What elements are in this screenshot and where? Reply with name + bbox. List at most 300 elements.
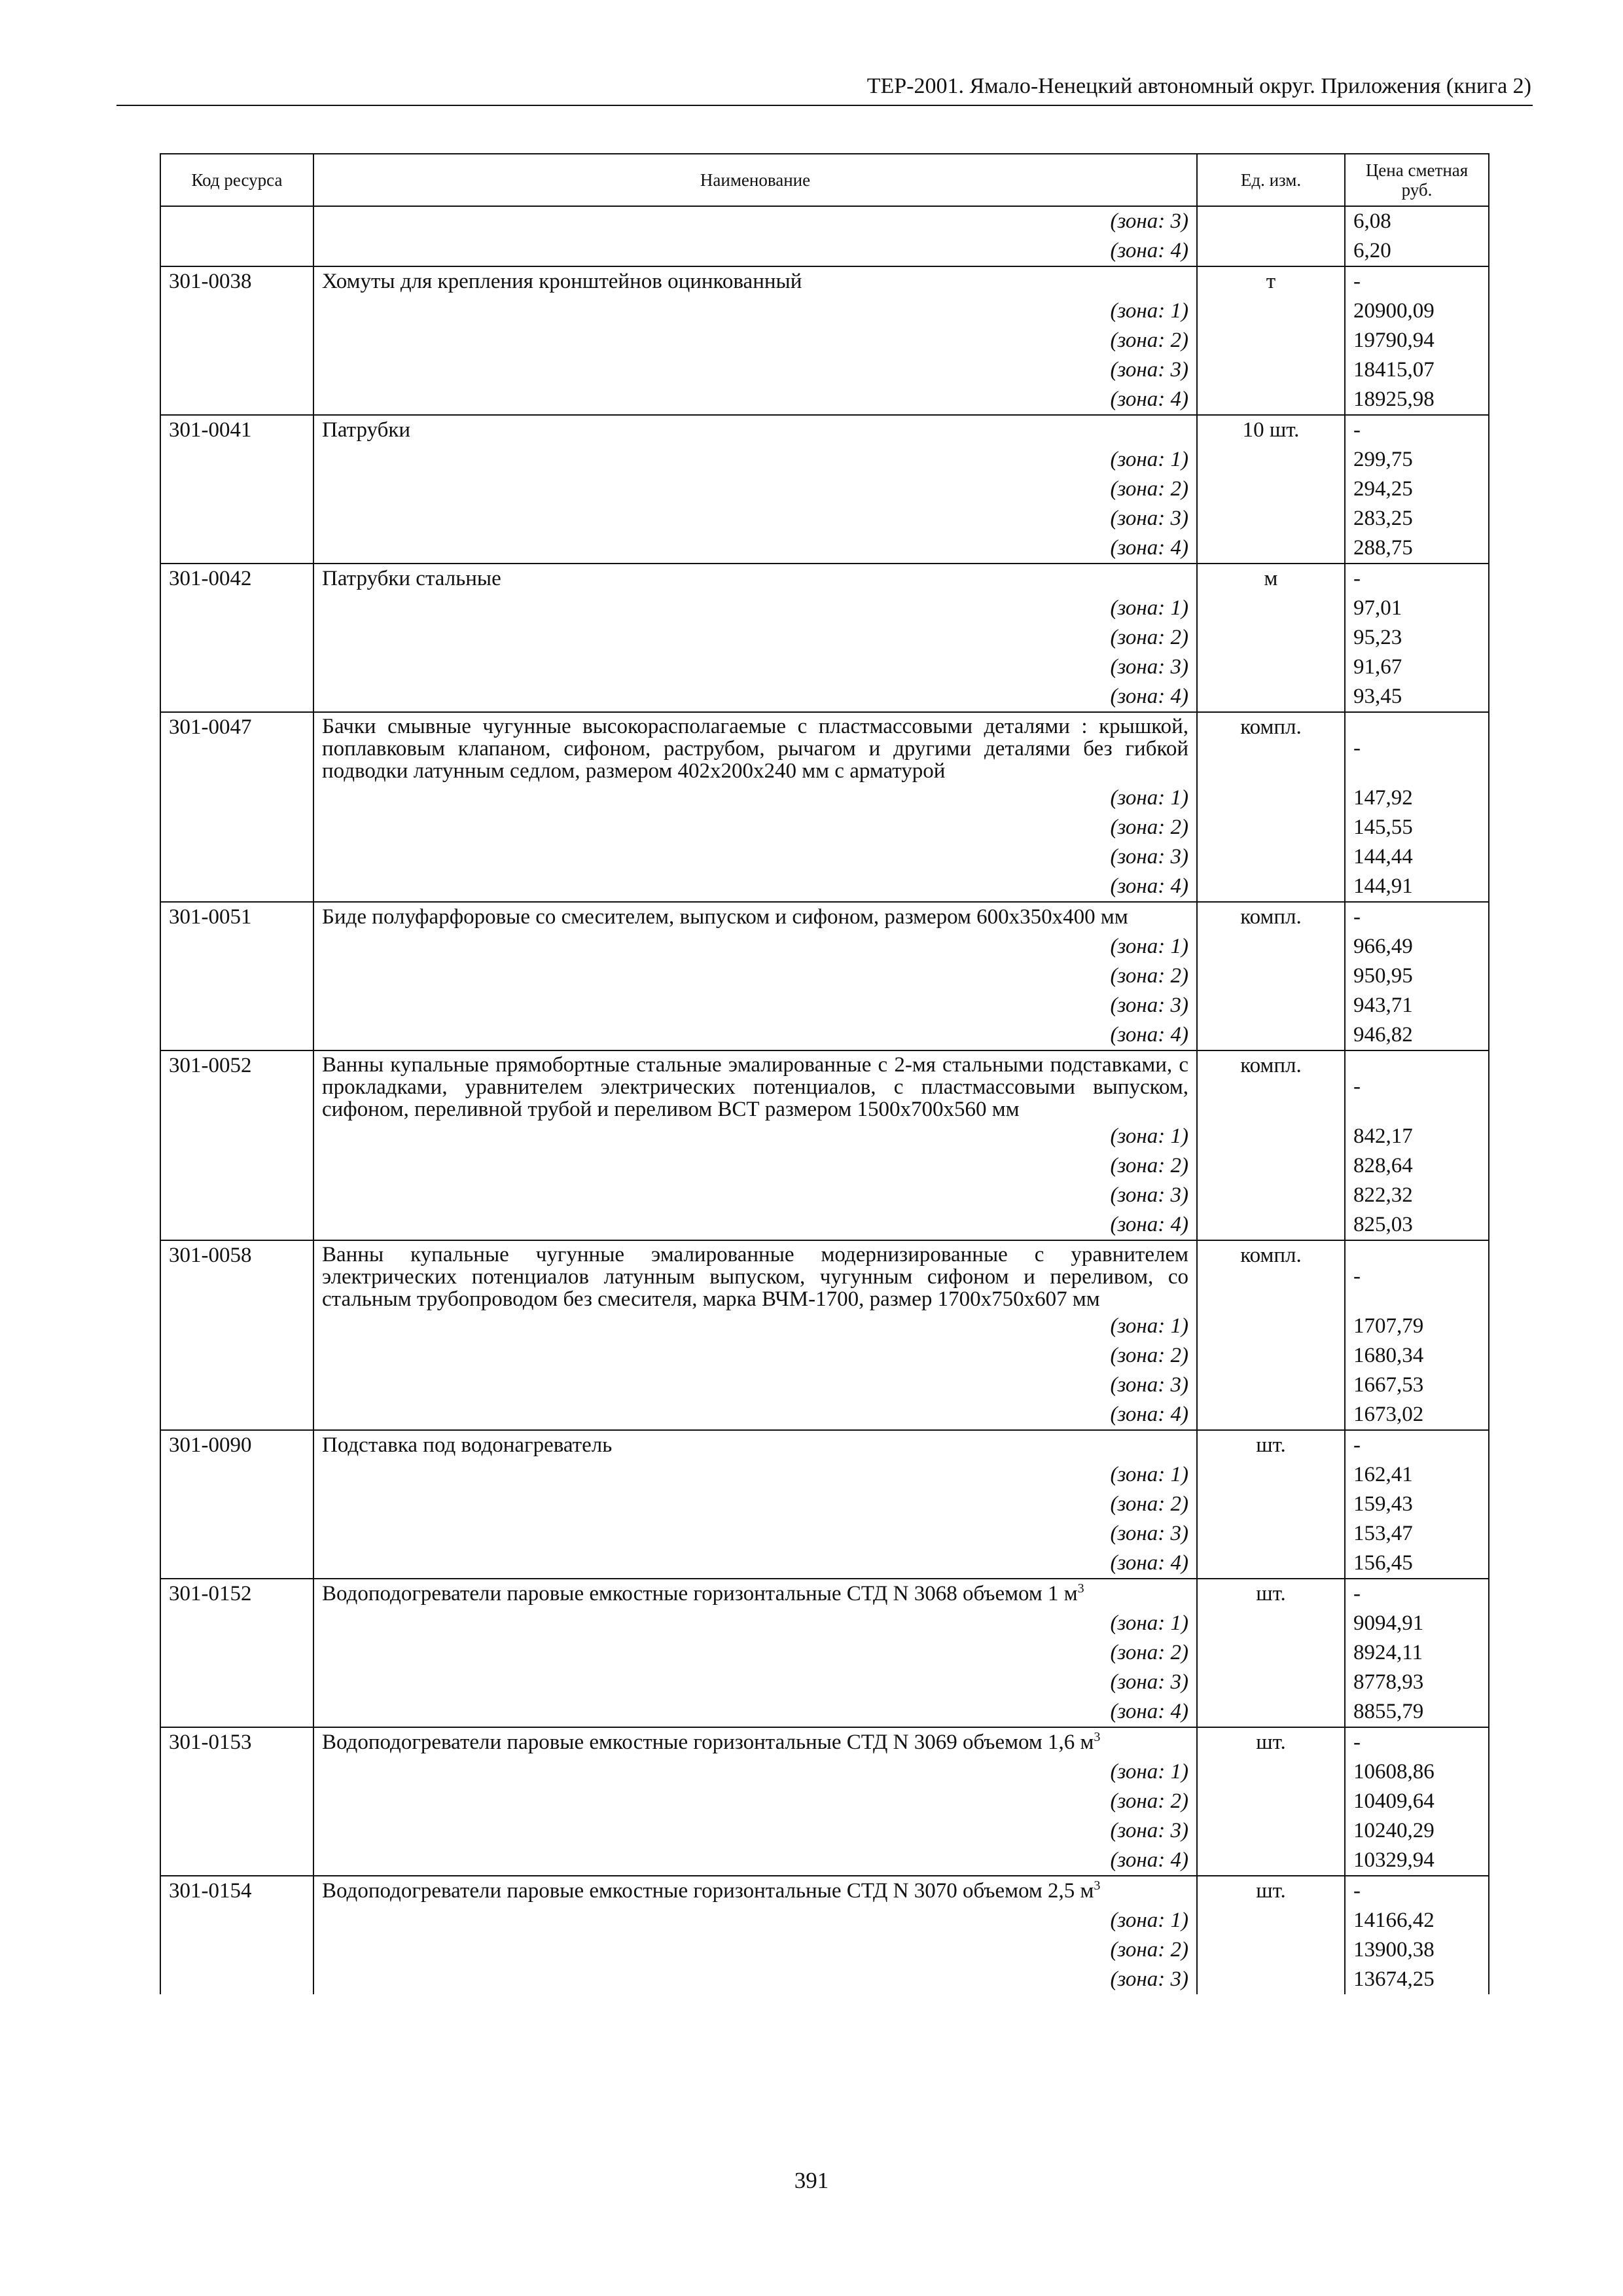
resource-code: 301-0047 [160,712,313,783]
resource-code: 301-0152 [160,1579,313,1609]
zone-label: (зона: 2) [313,1787,1197,1816]
zone-price: 822,32 [1345,1181,1489,1210]
table-row [160,1727,1489,1757]
zone-label: (зона: 3) [313,1181,1197,1210]
unit-cell-empty [1197,475,1345,504]
zone-label: (зона: 4) [313,1697,1197,1727]
resource-name-text: Водоподогреватели паровые емкостные горизонтальные СТД N 3068 объемом 1 м [322,1582,1078,1605]
zone-label: (зона: 3) [313,842,1197,872]
zone-label: (зона: 3) [313,504,1197,533]
zone-label: (зона: 3) [313,1965,1197,1994]
zone-price: 18925,98 [1345,385,1489,415]
code-cell-empty [160,1846,313,1876]
resource-name-text: Водоподогреватели паровые емкостные горизонтальные СТД N 3069 объемом 1,6 м [322,1731,1094,1754]
resource-name [313,564,1197,594]
unit-cell-empty [1197,932,1345,961]
code-cell-empty [160,1757,313,1787]
base-price: - [1345,902,1489,932]
zone-price: 156,45 [1345,1549,1489,1579]
unit-of-measure: т [1197,266,1345,296]
table-row [160,594,1489,623]
code-cell-empty [160,1549,313,1579]
resource-code: 301-0058 [160,1240,313,1312]
zone-price: 145,55 [1345,813,1489,842]
resource-name-text: Бачки смывные чугунные высокорасполагаемые с пластмассовыми деталями : крышкой, поплавковым клапаном, сифоном, раструбом, рычагом и другими деталями без гибкой подводки латунным седлом, размером 402х200х240 мм с арматурой [322,715,1188,783]
unit-cell-empty [1197,355,1345,385]
resource-name [313,902,1197,932]
unit-superscript: 3 [1077,1581,1084,1596]
zone-price: 159,43 [1345,1490,1489,1519]
zone-price: 288,75 [1345,533,1489,564]
code-cell-empty [160,326,313,355]
table-row [160,1697,1489,1727]
zone-price: 950,95 [1345,961,1489,991]
table-row [160,961,1489,991]
unit-cell-empty [1197,682,1345,712]
zone-price: 93,45 [1345,682,1489,712]
zone-price: 1667,53 [1345,1371,1489,1400]
unit-cell-empty [1197,1400,1345,1430]
zone-label: (зона: 2) [313,1935,1197,1965]
resource-name-text: Ванны купальные чугунные эмалированные модернизированные с уравнителем электрических потенциалов латунным выпуском, чугунным сифоном и переливом, со стальным трубопроводом без смесителя, марка ВЧМ-1700, размер 1700х750х607 мм [322,1243,1188,1311]
resource-name-text: Ванны купальные прямобортные стальные эмалированные с 2-мя стальными подставками, с прокладками, уравнителем электрических потенциалов, с пластмассовыми выпуском, сифоном, переливной трубой и переливом ВСТ размером 1500х700х560 мм [322,1053,1188,1121]
base-price: - [1345,415,1489,445]
resource-name [313,1579,1197,1609]
table-row [160,1787,1489,1816]
zone-label: (зона: 2) [313,961,1197,991]
code-cell-empty [160,1668,313,1697]
unit-cell-empty [1197,1697,1345,1727]
table-row [160,653,1489,682]
zone-price: 8778,93 [1345,1668,1489,1697]
unit-of-measure: м [1197,564,1345,594]
code-cell-empty [160,1341,313,1371]
code-cell-empty [160,1122,313,1151]
base-price: - [1345,564,1489,594]
table-row [160,1846,1489,1876]
zone-price: 946,82 [1345,1020,1489,1050]
table-row [160,1906,1489,1935]
unit-cell-empty [1197,1312,1345,1341]
table-row [160,1549,1489,1579]
table-row [160,266,1489,296]
unit-cell-empty [1197,1816,1345,1846]
table-row [160,712,1489,783]
unit-cell-empty [1197,653,1345,682]
table-row [160,1050,1489,1122]
zone-price: 6,08 [1345,206,1489,236]
code-cell-empty [160,872,313,902]
code-cell-empty [160,1519,313,1549]
base-price: - [1345,1430,1489,1460]
zone-price: 153,47 [1345,1519,1489,1549]
code-cell-empty [160,842,313,872]
table-row [160,236,1489,266]
unit-cell-empty [1197,623,1345,653]
code-cell-empty [160,623,313,653]
zone-price: 162,41 [1345,1460,1489,1490]
unit-cell-empty [1197,1519,1345,1549]
unit-cell-empty [1197,504,1345,533]
code-cell-empty [160,445,313,475]
unit-cell-empty [1197,206,1345,236]
resource-name-text: Патрубки [322,418,411,442]
code-cell-empty [160,783,313,813]
zone-label: (зона: 3) [313,355,1197,385]
unit-cell-empty [1197,1181,1345,1210]
unit-of-measure: шт. [1197,1579,1345,1609]
code-cell-empty [160,1697,313,1727]
zone-label: (зона: 2) [313,623,1197,653]
code-cell-empty [160,1787,313,1816]
unit-cell-empty [1197,236,1345,266]
table-row [160,326,1489,355]
zone-label: (зона: 1) [313,445,1197,475]
table-row [160,1609,1489,1638]
zone-price: 19790,94 [1345,326,1489,355]
zone-label: (зона: 2) [313,1341,1197,1371]
running-header: ТЕР-2001. Ямало-Ненецкий автономный округ. Приложения (книга 2) [866,74,1531,98]
zone-price: 6,20 [1345,236,1489,266]
table-row [160,1579,1489,1609]
zone-price: 842,17 [1345,1122,1489,1151]
table-row [160,1935,1489,1965]
resource-name [313,1876,1197,1906]
table-row [160,355,1489,385]
code-cell-empty [160,1816,313,1846]
base-price: - [1345,266,1489,296]
zone-price: 10409,64 [1345,1787,1489,1816]
resource-code: 301-0051 [160,902,313,932]
unit-cell-empty [1197,1549,1345,1579]
zone-label: (зона: 3) [313,1371,1197,1400]
unit-cell-empty [1197,1020,1345,1050]
code-cell-empty [160,1181,313,1210]
zone-price: 97,01 [1345,594,1489,623]
code-cell-empty [160,1460,313,1490]
table-row [160,1020,1489,1050]
unit-cell-empty [1197,385,1345,415]
table-row [160,682,1489,712]
table-row [160,932,1489,961]
code-cell-empty [160,682,313,712]
unit-cell-empty [1197,1846,1345,1876]
unit-cell-empty [1197,1757,1345,1787]
zone-price: 10240,29 [1345,1816,1489,1846]
resource-name [313,415,1197,445]
zone-price: 943,71 [1345,991,1489,1020]
code-cell-empty [160,1490,313,1519]
code-cell-empty [160,1400,313,1430]
zone-price: 8924,11 [1345,1638,1489,1668]
base-price: - [1345,712,1489,783]
base-price: - [1345,1579,1489,1609]
table-row [160,1816,1489,1846]
unit-of-measure: шт. [1197,1876,1345,1906]
table-row [160,1430,1489,1460]
zone-label: (зона: 4) [313,1549,1197,1579]
code-cell-empty [160,813,313,842]
table-row [160,385,1489,415]
code-cell-empty [160,355,313,385]
zone-label: (зона: 4) [313,682,1197,712]
resource-name-text: Водоподогреватели паровые емкостные горизонтальные СТД N 3070 объемом 2,5 м [322,1879,1094,1903]
price-table [160,153,1489,1994]
zone-label: (зона: 4) [313,1210,1197,1240]
table-row [160,1876,1489,1906]
table-row [160,1341,1489,1371]
zone-price: 13900,38 [1345,1935,1489,1965]
code-cell-empty [160,1020,313,1050]
base-price: - [1345,1727,1489,1757]
table-row [160,296,1489,326]
unit-of-measure: шт. [1197,1727,1345,1757]
unit-cell-empty [1197,1906,1345,1935]
code-cell-empty [160,475,313,504]
column-header-unit: Ед. изм. [1197,154,1345,206]
code-cell-empty [160,653,313,682]
zone-price: 825,03 [1345,1210,1489,1240]
zone-price: 828,64 [1345,1151,1489,1181]
unit-of-measure: компл. [1197,1240,1345,1312]
unit-superscript: 3 [1094,1730,1101,1744]
unit-cell-empty [1197,1609,1345,1638]
table-row [160,623,1489,653]
zone-price: 147,92 [1345,783,1489,813]
zone-price: 1680,34 [1345,1341,1489,1371]
code-cell-empty [160,961,313,991]
unit-cell-empty [1197,842,1345,872]
code-cell-empty [160,1371,313,1400]
unit-cell-empty [1197,1151,1345,1181]
code-cell-empty [160,991,313,1020]
resource-code: 301-0154 [160,1876,313,1906]
unit-of-measure: компл. [1197,902,1345,932]
zone-label: (зона: 4) [313,872,1197,902]
unit-cell-empty [1197,445,1345,475]
zone-label: (зона: 4) [313,385,1197,415]
zone-label: (зона: 1) [313,1122,1197,1151]
header-divider [116,105,1533,106]
code-cell-empty [160,296,313,326]
resource-code: 301-0052 [160,1050,313,1122]
zone-label: (зона: 1) [313,783,1197,813]
zone-price: 13674,25 [1345,1965,1489,1994]
table-row [160,1490,1489,1519]
zone-label: (зона: 2) [313,1638,1197,1668]
zone-label: (зона: 3) [313,991,1197,1020]
table-row [160,1757,1489,1787]
resource-code: 301-0090 [160,1430,313,1460]
page-number: 391 [794,2168,829,2193]
table-row [160,1371,1489,1400]
resource-name [313,266,1197,296]
zone-label: (зона: 2) [313,1151,1197,1181]
table-row [160,1151,1489,1181]
zone-label: (зона: 3) [313,653,1197,682]
code-cell-empty [160,594,313,623]
zone-price: 8855,79 [1345,1697,1489,1727]
zone-label: (зона: 4) [313,236,1197,266]
zone-price: 144,91 [1345,872,1489,902]
table-header-row [160,154,1489,206]
unit-cell-empty [1197,1638,1345,1668]
zone-label: (зона: 1) [313,594,1197,623]
zone-label: (зона: 1) [313,296,1197,326]
zone-price: 294,25 [1345,475,1489,504]
column-header-name: Наименование [313,154,1197,206]
unit-cell-empty [1197,1341,1345,1371]
zone-label: (зона: 1) [313,1609,1197,1638]
unit-cell-empty [1197,991,1345,1020]
zone-label: (зона: 3) [313,206,1197,236]
zone-price: 10608,86 [1345,1757,1489,1787]
zone-price: 95,23 [1345,623,1489,653]
unit-of-measure: компл. [1197,1050,1345,1122]
unit-cell-empty [1197,1122,1345,1151]
code-cell-empty [160,1965,313,1994]
code-cell-empty [160,932,313,961]
unit-cell-empty [1197,1460,1345,1490]
unit-cell-empty [1197,1935,1345,1965]
zone-price: 299,75 [1345,445,1489,475]
zone-label: (зона: 1) [313,1757,1197,1787]
zone-label: (зона: 4) [313,1846,1197,1876]
zone-label: (зона: 3) [313,1816,1197,1846]
resource-name [313,1727,1197,1757]
code-cell-empty [160,236,313,266]
code-cell-empty [160,1638,313,1668]
zone-price: 1707,79 [1345,1312,1489,1341]
zone-price: 20900,09 [1345,296,1489,326]
resource-code: 301-0042 [160,564,313,594]
code-cell-empty [160,533,313,564]
resource-name-text: Биде полуфарфоровые со смесителем, выпуском и сифоном, размером 600х350х400 мм [322,905,1128,929]
zone-price: 14166,42 [1345,1906,1489,1935]
zone-label: (зона: 1) [313,932,1197,961]
zone-price: 283,25 [1345,504,1489,533]
zone-label: (зона: 3) [313,1668,1197,1697]
code-cell-empty [160,1609,313,1638]
zone-price: 144,44 [1345,842,1489,872]
table-row [160,1181,1489,1210]
zone-label: (зона: 4) [313,1400,1197,1430]
table-row [160,813,1489,842]
unit-cell-empty [1197,594,1345,623]
table-body [160,206,1489,1994]
table-row [160,564,1489,594]
zone-label: (зона: 1) [313,1460,1197,1490]
column-header-price: Цена сметная руб. [1345,154,1489,206]
table-row [160,206,1489,236]
code-cell-empty [160,504,313,533]
zone-label: (зона: 3) [313,1519,1197,1549]
zone-label: (зона: 2) [313,326,1197,355]
code-cell-empty [160,1312,313,1341]
base-price: - [1345,1876,1489,1906]
resource-code: 301-0153 [160,1727,313,1757]
zone-label: (зона: 2) [313,1490,1197,1519]
unit-cell-empty [1197,1371,1345,1400]
unit-cell-empty [1197,961,1345,991]
unit-cell-empty [1197,533,1345,564]
unit-cell-empty [1197,1490,1345,1519]
table-row [160,504,1489,533]
table-row [160,1668,1489,1697]
resource-name-text: Хомуты для крепления кронштейнов оцинкованный [322,270,802,293]
zone-label: (зона: 4) [313,533,1197,564]
base-price: - [1345,1240,1489,1312]
code-cell-empty [160,385,313,415]
zone-label: (зона: 1) [313,1312,1197,1341]
zone-price: 9094,91 [1345,1609,1489,1638]
unit-of-measure: 10 шт. [1197,415,1345,445]
table-row [160,1460,1489,1490]
code-cell-empty [160,1935,313,1965]
zone-label: (зона: 1) [313,1906,1197,1935]
unit-cell-empty [1197,872,1345,902]
code-cell-empty [160,206,313,236]
zone-label: (зона: 2) [313,813,1197,842]
table-row [160,533,1489,564]
column-header-code: Код ресурса [160,154,313,206]
zone-label: (зона: 2) [313,475,1197,504]
table-row [160,1519,1489,1549]
zone-label: (зона: 4) [313,1020,1197,1050]
table-row [160,1965,1489,1994]
unit-cell-empty [1197,296,1345,326]
code-cell-empty [160,1151,313,1181]
table-row [160,1638,1489,1668]
base-price: - [1345,1050,1489,1122]
resource-name [313,1240,1197,1312]
table-row [160,842,1489,872]
resource-name [313,1430,1197,1460]
table-row [160,1312,1489,1341]
table-row [160,475,1489,504]
unit-cell-empty [1197,1210,1345,1240]
resource-name-text: Подставка под водонагреватель [322,1433,613,1457]
unit-of-measure: шт. [1197,1430,1345,1460]
table-row [160,1122,1489,1151]
zone-price: 10329,94 [1345,1846,1489,1876]
unit-cell-empty [1197,813,1345,842]
zone-price: 966,49 [1345,932,1489,961]
zone-price: 91,67 [1345,653,1489,682]
resource-code: 301-0038 [160,266,313,296]
unit-cell-empty [1197,1965,1345,1994]
table-row [160,991,1489,1020]
resource-name [313,1050,1197,1122]
table-row [160,1210,1489,1240]
table-row [160,902,1489,932]
table-row [160,783,1489,813]
table-row [160,872,1489,902]
table-row [160,1400,1489,1430]
table-row [160,415,1489,445]
unit-cell-empty [1197,1787,1345,1816]
resource-name [313,712,1197,783]
table-row [160,445,1489,475]
resource-code: 301-0041 [160,415,313,445]
zone-price: 1673,02 [1345,1400,1489,1430]
unit-of-measure: компл. [1197,712,1345,783]
unit-cell-empty [1197,1668,1345,1697]
unit-cell-empty [1197,783,1345,813]
zone-price: 18415,07 [1345,355,1489,385]
code-cell-empty [160,1906,313,1935]
table-row [160,1240,1489,1312]
